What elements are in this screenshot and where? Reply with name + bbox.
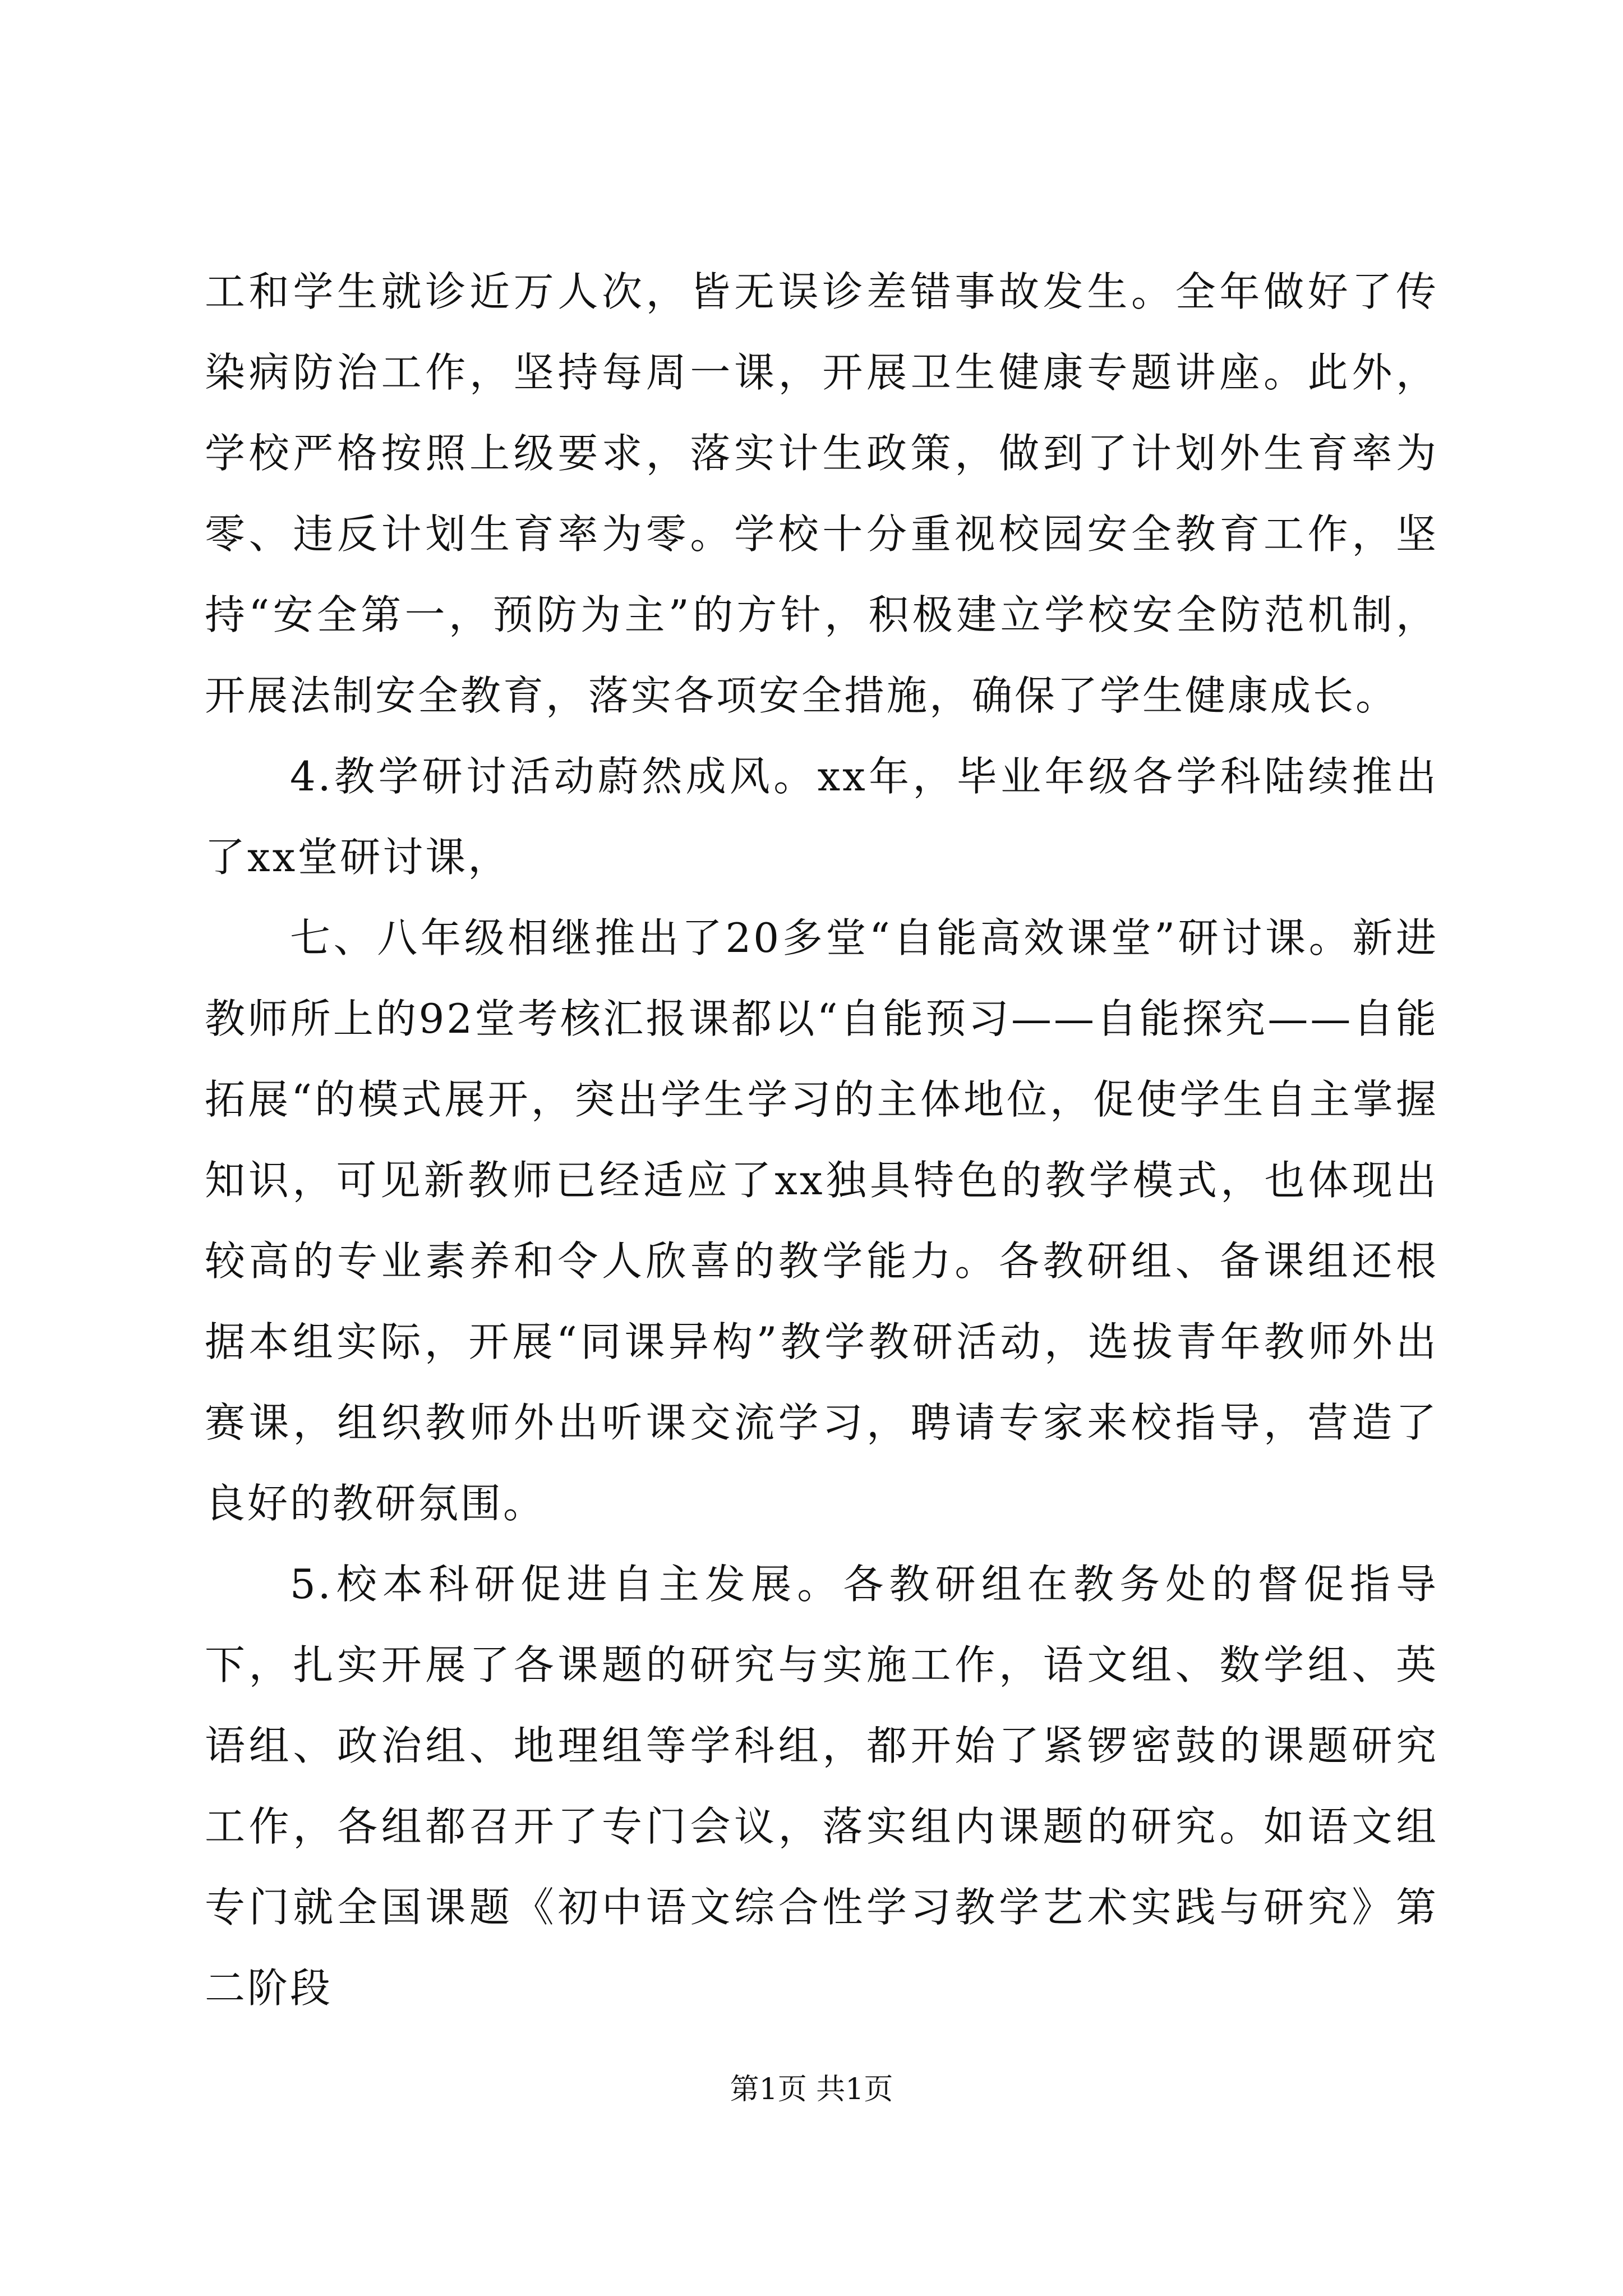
paragraph-health-safety: 工和学生就诊近万人次，皆无误诊差错事故发生。全年做好了传染病防治工作，坚持每周一课，开展卫生健康专题讲座。此外，学校严格按照上级要求，落实计生政策，做到了计划外生育率为零、违反计划生育率为零。学校十分重视校园安全教育工作，坚持“安全第一，预防为主”的方针，积极建立学校安全防范机制，开展法制安全教育，落实各项安全措施，确保了学生健康成长。 (205, 268, 1438, 719)
page-footer: 第1页 共1页 (730, 2073, 893, 2106)
paragraph-school-research: 5.校本科研促进自主发展。各教研组在教务处的督促指导下，扎实开展了各课题的研究与实施工作，语文组、数学组、英语组、政治组、地理组等学科组，都开始了紧锣密鼓的课题研究工作，各组都召开了专门会议，落实组内课题的研究。如语文组专门就全国课题《初中语文综合性学习教学艺术实践与研究》第二阶段 (205, 1561, 1438, 2012)
paragraph-teaching-research: 4.教学研讨活动蔚然成风。xx年，毕业年级各学科陆续推出了xx堂研讨课， (205, 753, 1438, 881)
document-body (205, 251, 1438, 2028)
paragraph-grade-seminars: 七、八年级相继推出了20多堂“自能高效课堂”研讨课。新进教师所上的92堂考核汇报课都以“自能预习——自能探究——自能拓展“的模式展开，突出学生学习的主体地位，促使学生自主掌握知识，可见新教师已经适应了xx独具特色的教学模式，也体现出较高的专业素养和令人欣喜的教学能力。各教研组、备课组还根据本组实际，开展“同课异构”教学教研活动，选拔青年教师外出赛课，组织教师外出听课交流学习，聘请专家来校指导，营造了良好的教研氛围。 (205, 914, 1438, 1527)
